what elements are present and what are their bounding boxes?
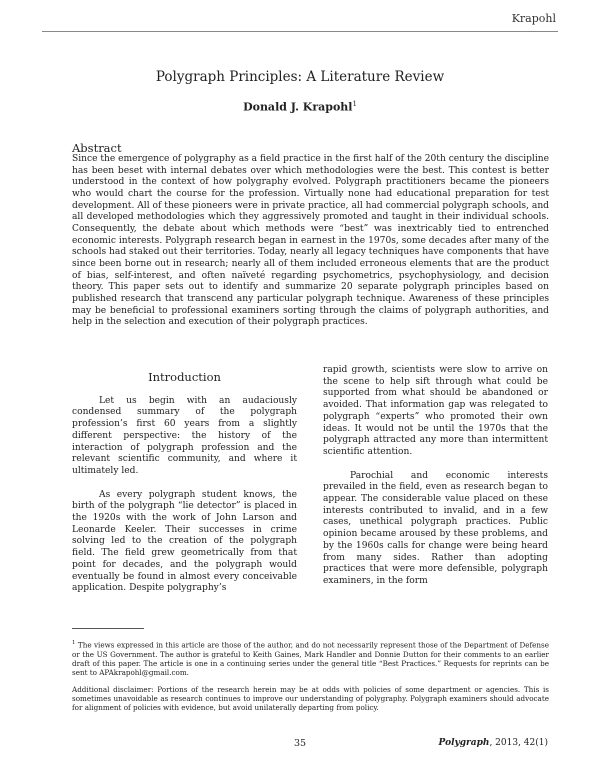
abstract-text: Since the emergence of polygraphy as a field practice in the first half of the 20th century the discipline has been beset with internal debates over which methodologies were the best. This contest is better understood in the context of how polygraphy evolved. Polygraph practitioners became the pioneers who would chart the course for the profession. Virtually none had educational preparation for test development. All of these pioneers were in private practice, all had commercial polygraph schools, and all developed methodologies which they aggressively promoted and taught in their individual schools. Consequently, the debate about which methods were “best” was inextricably tied to entrenched economic interests. Polygraph research began in earnest in the 1970s, some decades after many of the schools had staked out their territories. Today, nearly all legacy techniques have components that have since been borne out in research; nearly all of them included erroneous elements that are the product of bias, self-interest, and often naïveté regarding psychometrics, psychophysiology, and decision theory. This paper sets out to identify and summarize 20 separate polygraph principles based on published research that transcend any particular polygraph technique. Awareness of these principles may be beneficial to professional examiners sorting through the claims of polygraph authorities, and help in the selection and execution of their polygraph practices.	[72, 154, 549, 328]
footnote-text: The views expressed in this article are those of the author, and do not necessarily represent those of the Department of Defense or the US Government. The author is grateful to Keith Gaines, Mark Handler and Donnie Dutton for their comments to an earlier draft of this paper. The article is one in a continuing series under the general title “Best Practices.” Requests for reprints can be sent to APAkrapohl@gmail.com.	[72, 640, 549, 677]
right-column	[323, 365, 548, 600]
author-name: Donald J. Krapohl	[243, 100, 353, 114]
journal-name: Polygraph	[438, 738, 490, 748]
running-head: Krapohl	[511, 12, 556, 25]
footnote-rule	[72, 628, 144, 629]
footnote-1	[72, 639, 549, 677]
introduction-heading: Introduction	[148, 370, 221, 384]
abstract-heading: Abstract	[72, 141, 122, 155]
left-column	[72, 372, 297, 607]
intro-paragraph-3: rapid growth, scientists were slow to arrive on the scene to help sift through what could be supported from what should be abandoned or avoided. That information gap was relegated to polygraph “experts” who promoted their own ideas. It would not be until the 1970s that the polygraph attracted any more than intermittent scientific attention.	[323, 365, 548, 457]
author-line	[0, 100, 600, 114]
intro-paragraph-2: As every polygraph student knows, the birth of the polygraph “lie detector” is placed in the 1920s with the work of John Larson and Leonarde Keeler. Their successes in crime solving led to the creation of the polygraph field. The field grew geometrically from that point for decades, and the polygraph would eventually be found in almost every conceivable application. Despite polygraphy’s	[72, 489, 297, 594]
intro-paragraph-4: Parochial and economic interests prevailed in the field, even as research began to appear. The considerable value placed on these interests contributed to invalid, and in a few cases, unethical polygraph practices. Public opinion became aroused by these problems, and by the 1960s calls for change were being heard from many sides. Rather than adopting practices that were more defensible, polygraph examiners, in the form	[323, 470, 548, 586]
article-title: Polygraph Principles: A Literature Review	[155, 69, 445, 85]
intro-paragraph-1: Let us begin with an audaciously condensed summary of the polygraph profession’s first 60 years from a slightly different perspective: the history of the interaction of polygraph profession and the relevant scientific community, and where it ultimately led.	[72, 395, 297, 476]
journal-issue: , 2013, 42(1)	[489, 738, 548, 748]
journal-citation	[439, 738, 548, 748]
page-number: 35	[293, 738, 307, 749]
header-rule	[42, 31, 558, 32]
footnote-mark: 1	[72, 640, 76, 646]
author-footnote-mark: 1	[352, 100, 357, 108]
additional-disclaimer: Additional disclaimer: Portions of the research herein may be at odds with policies of some department or agencies. This is sometimes unavoidable as research continues to improve our understanding of polygraphy. Polygraph examiners should advocate for alignment of policies with evidence, but avoid unilaterally departing from policy.	[72, 685, 549, 713]
